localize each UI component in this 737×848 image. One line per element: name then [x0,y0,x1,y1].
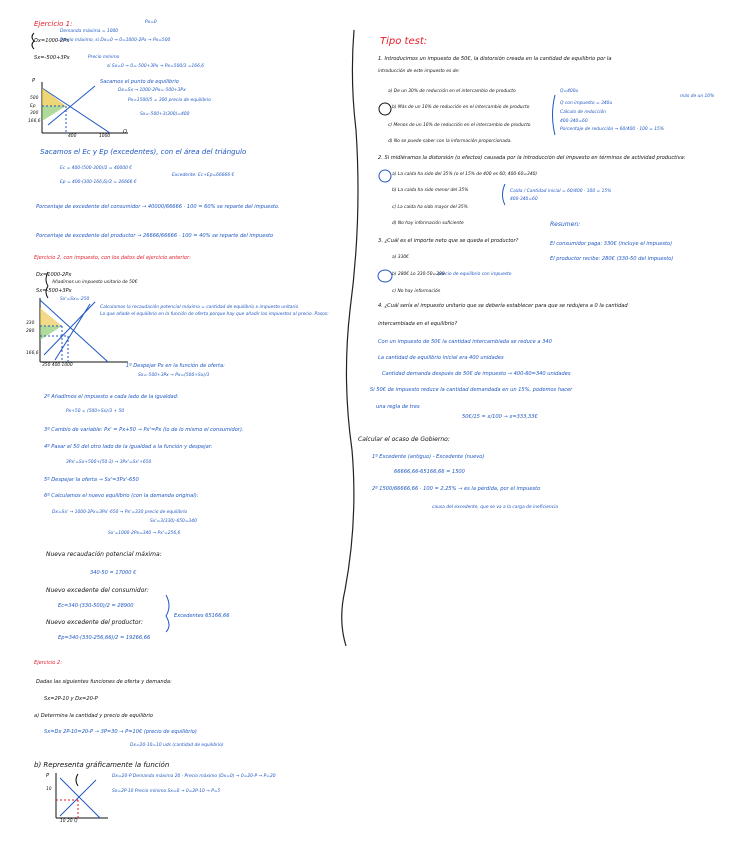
selected-option-b [379,103,391,115]
column-divider [342,30,358,646]
heading-ejercicio-3: Ejercicio 2: [34,660,62,666]
brace [503,184,506,205]
heading-ejercicio-1: Ejercicio 1: [34,20,73,28]
graph-3 [56,773,108,818]
selected-option-a [379,170,391,182]
brace [76,774,78,786]
notes-page: Ejercicio 1: Px=0 Demanda máxima = 1000 Dx=1000-2Px Precio máximo, si Dx=0 → 0=1000-2Px → Px=500 Sx=-500+3Px Precio mínimo si Sx=0 → 0=-500+3Px → Px=500/3 =166,6 Sacamos el punto de equilibrio Dx=Sx → 1000-2Px=-500+3Px Px=1500/5 = 300 precio de equilibrio Sx=-500+3(300)=400 P 500 Ep 300 166,6 400 1000 Q Sacamos el Ec y Ep (excedentes), con el área del triángulo Ec = 400·(500-300)/2 = 40000 € Ep = 400·(300-166,6)/2 = 26666 € Excedente: Ec+Ep=66666 € Porcentaje de excedente del consumidor → 40000/66666 · 100 = 60% se reparte del impuesto. Porcentaje de excedente del productor → 26666/66666 · 100 = 40% se reparte del impuesto Ejercicio 2, con impuesto, con los datos del ejercicio anterior: Dx=1000-2Px Añadimos un impuesto unitario de 50€ Sx=-500+3Px Sx'=Sx=-250 Calculamos la recaudación potencial máxima = cantidad de equilibrio x impuesto unitario Lo que añade el equilibrio en la función de oferta porque hay que añadir los impuestos al precio. Pasos: 330 280 166,6 350 400 1000 1º Despejar Px en la función de oferta: Sx=-500+3Px → Px=(500+Sx)/3 2º Añadimos el impuesto a cada lado de la igualdad: Px+50 = (500+Sx)/3 + 50 3º Cambio de variable: Px' = Px+50 → Px'=Px (lo de lo mismo el consumidor). 4º Pasar el 50 del otro lado de la igualdad a la función y despejar: 3Px'=Sx+500+(50·3) → 3Px'=Sx'+650 5º Despejar la oferta → Sx'=3Px'-650 6º Calculamos el nuevo equilibrio (con la demanda original): Dx=Sx' → 1000-2Px=3Px'-650 → Px'=330 precio de equilibrio Sx'=3(330)-650=340 Sx'=1000-2Px=340 → Px'=256,6 Nueva recaudación potencial máxima: 340·50 = 17000 € Nuevo excedente del consumidor: Ec=340·(330-500)/2 = 28900 Nuevo excedente del productor: Ep=340·(330-256,66)/2 = 19266,66 Excedentes 65166,66 Ejercicio 2: Dadas las siguientes funciones de oferta y demanda: Sx=2P-10 y Dx=20-P a) Determina la cantidad y precio de equilibrio Sx=Dx 2P-10=20-P → 3P=30 → P=10€ (precio de equilibrio) Dx=20-10=10 uds (cantidad de equilibrio) b) Representa gráficamente la función P 10 Dx=20-P Demanda máxima 20 · Precio máximo (Dx=0) → 0=20-P → P=20 Sx=2P-10 Precio mínimo Sx=0 → 0=2P-10 → P=5 10 20 Q Tipo test: 1. Introducimos un impuesto de 50€, la distorsión creada en la cantidad de equilibrio por la introducción de este impuesto es de: a) De un 30% de reducción en el intercambio de producto b) Más de un 10% de reducción en el intercambio de producto c) Menos de un 10% de reducción en el intercambio de producto d) No se puede saber con la información proporcionada. Q=400u Q con impuesto = 340u Cálculo de reducción 400-340=60 Porcentaje de reducción → 60/400 · 100 = 15% más de un 10% 2. Si midiéramos la distorsión (o efectos) causada por la introducción del impuesto en términos de actividad productiva: a) La caída ha sido del 35% (o el 15% de 400 es 60; 400-60=340) b) La caída ha sido menor del 35% c) La caída ha sido mayor del 35% d) No hay información suficiente Caída / Cantidad inicial = 60/400 · 100 = 15% 400-340=60 3. ¿Cuál es el importe neto que se queda el productor? a) 330€ b) 280€ Lo 330-50=280 c) No hay información precio de equilibrio con impuesto Resumen: El consumidor paga: 330€ (incluye el impuesto) El productor recibe: 280€ (330-50 del impuesto) 4. ¿Cuál sería el impuesto unitario que se debería establecer para que se redujera a 0 la cantidad intercambiada en el equilibrio? Con un impuesto de 50€ la cantidad intercambiada se reduce a 340 La cantidad de equilibrio inicial era 400 unidades Cantidad demanda después de 50€ de impuesto → 400-60=340 unidades Si 50€ de impuesto reduce la cantidad demandada en un 15%, podemos hacer una regla de tres 50€/15 = x/100 → x=333,33€ Calcular el ocaso de Gobierno: 1º Excedente (antiguo) - Excedente (nuevo) 66666,66-65166,66 = 1500 2º 1500/66666,66 · 100 = 2,25% → es la pérdida, por el impuesto causa del excedente, que se va a la carga de ineficiencia [0,0,737,848]
heading-tipo-test: Tipo test: [380,36,428,47]
selected-option-b2 [378,270,392,282]
heading-ejercicio-2: Ejercicio 2, con impuesto, con los datos del ejercicio anterior: [34,255,191,261]
graph-1 [42,82,128,133]
brace [553,95,556,135]
brace [166,595,169,632]
